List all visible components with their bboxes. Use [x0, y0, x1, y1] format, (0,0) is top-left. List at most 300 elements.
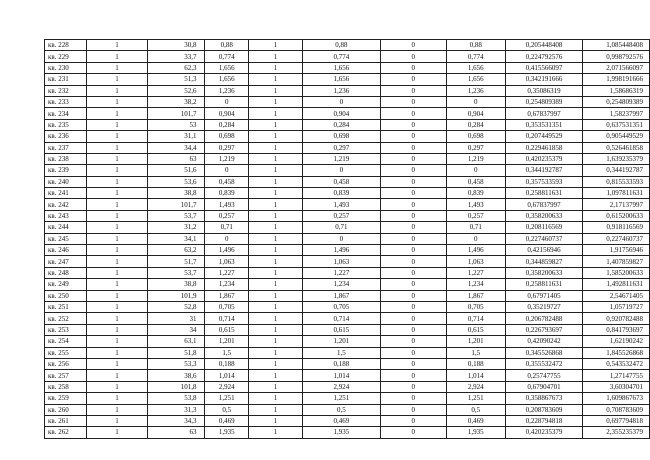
apartment-cell: кв. 251 — [45, 301, 87, 312]
table-cell: 0,188 — [302, 358, 380, 369]
table-cell: 1,219 — [302, 153, 380, 164]
table-cell: 0,254809389 — [505, 96, 582, 107]
table-cell: 0,345526868 — [505, 347, 582, 358]
table-cell: 0,355532472 — [505, 358, 582, 369]
table-cell: 1,014 — [302, 370, 380, 381]
table-cell: 1 — [249, 358, 303, 369]
table-row — [45, 222, 650, 233]
table-cell: 53,7 — [148, 210, 205, 221]
table-cell: 0,615200633 — [583, 210, 650, 221]
table-row — [45, 381, 650, 392]
table-cell: 0,254809389 — [583, 96, 650, 107]
table-cell: 0,637531351 — [583, 119, 650, 130]
table-cell: 2,54671405 — [583, 290, 650, 301]
apartment-cell: кв. 257 — [45, 370, 87, 381]
table-row — [45, 347, 650, 358]
table-cell: 1,5 — [446, 347, 505, 358]
table-cell: 63,2 — [148, 245, 205, 256]
table-cell: 0,344192787 — [583, 165, 650, 176]
table-cell: 1 — [249, 40, 303, 51]
table-cell: 0,839 — [446, 188, 505, 199]
apartment-cell: кв. 229 — [45, 51, 87, 62]
table-cell: 0,353531351 — [505, 119, 582, 130]
table-row — [45, 415, 650, 426]
table-cell: 1 — [249, 85, 303, 96]
table-cell: 101,7 — [148, 108, 205, 119]
table-cell: 0,697794818 — [583, 415, 650, 426]
table-cell: 0,469 — [302, 415, 380, 426]
apartment-cell: кв. 231 — [45, 74, 87, 85]
table-cell: 0,469 — [446, 415, 505, 426]
table-cell: 1,998191666 — [583, 74, 650, 85]
table-cell: 0 — [380, 131, 446, 142]
table-cell: 0,258811631 — [505, 279, 582, 290]
table-cell: 0,5 — [446, 404, 505, 415]
data-table — [44, 39, 650, 439]
table-cell: 0,698 — [302, 131, 380, 142]
table-cell: 0 — [380, 324, 446, 335]
apartment-cell: кв. 245 — [45, 233, 87, 244]
table-cell: 1 — [86, 96, 148, 107]
table-cell: 0 — [380, 313, 446, 324]
table-cell: 62,3 — [148, 62, 205, 73]
table-cell: 1 — [86, 358, 148, 369]
table-cell: 1 — [86, 256, 148, 267]
table-cell: 0,714 — [205, 313, 249, 324]
table-cell: 0,71 — [302, 222, 380, 233]
table-cell: 3,60304701 — [583, 381, 650, 392]
table-cell: 1 — [86, 301, 148, 312]
table-cell: 1,656 — [302, 74, 380, 85]
table-cell: 1 — [249, 62, 303, 73]
table-cell: 1 — [249, 381, 303, 392]
table-cell: 1,227 — [302, 267, 380, 278]
table-cell: 1 — [86, 210, 148, 221]
table-cell: 1 — [249, 347, 303, 358]
table-cell: 0,905449529 — [583, 131, 650, 142]
table-row — [45, 119, 650, 130]
table-cell: 1 — [86, 62, 148, 73]
table-cell: 1 — [249, 153, 303, 164]
table-row — [45, 336, 650, 347]
table-row — [45, 210, 650, 221]
table-cell: 0,188 — [205, 358, 249, 369]
table-cell: 1,656 — [205, 62, 249, 73]
table-cell: 1,05719727 — [583, 301, 650, 312]
table-cell: 1,58237997 — [583, 108, 650, 119]
table-cell: 1,845526868 — [583, 347, 650, 358]
table-cell: 1,407859827 — [583, 256, 650, 267]
table-cell: 0,469 — [205, 415, 249, 426]
table-cell: 0,297 — [205, 142, 249, 153]
table-cell: 0,415566097 — [505, 62, 582, 73]
table-cell: 1,656 — [205, 74, 249, 85]
table-cell: 34,1 — [148, 233, 205, 244]
table-cell: 53,7 — [148, 267, 205, 278]
table-cell: 53 — [148, 119, 205, 130]
table-cell: 0 — [380, 427, 446, 438]
table-cell: 1 — [249, 96, 303, 107]
apartment-cell: кв. 254 — [45, 336, 87, 347]
table-cell: 0,226793697 — [505, 324, 582, 335]
apartment-cell: кв. 242 — [45, 199, 87, 210]
table-cell: 1 — [86, 427, 148, 438]
table-cell: 0 — [380, 96, 446, 107]
table-cell: 0 — [380, 347, 446, 358]
table-cell: 0,714 — [302, 313, 380, 324]
table-row — [45, 393, 650, 404]
table-cell: 1 — [86, 415, 148, 426]
table-cell: 0 — [380, 85, 446, 96]
table-cell: 63 — [148, 153, 205, 164]
table-cell: 0 — [302, 96, 380, 107]
table-cell: 1,014 — [205, 370, 249, 381]
table-cell: 101,8 — [148, 381, 205, 392]
table-cell: 34,4 — [148, 142, 205, 153]
table-cell: 53,6 — [148, 176, 205, 187]
table-row — [45, 256, 650, 267]
table-cell: 0,358200633 — [505, 210, 582, 221]
table-cell: 0,458 — [302, 176, 380, 187]
table-cell: 0,25747755 — [505, 370, 582, 381]
table-cell: 0,708783609 — [583, 404, 650, 415]
table-cell: 1 — [86, 222, 148, 233]
table-cell: 0 — [380, 74, 446, 85]
table-cell: 1,656 — [446, 62, 505, 73]
table-body — [45, 40, 650, 439]
table-cell: 0,284 — [302, 119, 380, 130]
table-cell: 0,698 — [446, 131, 505, 142]
table-cell: 0,458 — [446, 176, 505, 187]
table-cell: 0,71 — [446, 222, 505, 233]
table-cell: 0,344192787 — [505, 165, 582, 176]
table-cell: 0,714 — [446, 313, 505, 324]
table-cell: 31,3 — [148, 404, 205, 415]
table-cell: 0 — [380, 267, 446, 278]
table-cell: 0,904 — [205, 108, 249, 119]
apartment-cell: кв. 236 — [45, 131, 87, 142]
table-row — [45, 142, 650, 153]
table-cell: 1,493 — [302, 199, 380, 210]
table-cell: 1 — [86, 279, 148, 290]
table-cell: 0,344859827 — [505, 256, 582, 267]
table-cell: 0,88 — [205, 40, 249, 51]
table-cell: 0 — [205, 165, 249, 176]
apartment-cell: кв. 244 — [45, 222, 87, 233]
table-cell: 0 — [380, 245, 446, 256]
table-cell: 0,35219727 — [505, 301, 582, 312]
table-cell: 0 — [380, 199, 446, 210]
table-cell: 0 — [446, 96, 505, 107]
table-cell: 1 — [86, 381, 148, 392]
table-cell: 1 — [249, 199, 303, 210]
table-cell: 1,609867673 — [583, 393, 650, 404]
table-cell: 0,998792576 — [583, 51, 650, 62]
table-cell: 1,014 — [446, 370, 505, 381]
table-cell: 0 — [380, 381, 446, 392]
apartment-cell: кв. 233 — [45, 96, 87, 107]
table-cell: 1 — [86, 347, 148, 358]
table-cell: 0 — [380, 51, 446, 62]
table-cell: 1,935 — [302, 427, 380, 438]
table-cell: 1 — [249, 313, 303, 324]
apartment-cell: кв. 252 — [45, 313, 87, 324]
table-cell: 0,839 — [205, 188, 249, 199]
table-cell: 2,924 — [446, 381, 505, 392]
table-cell: 0 — [380, 153, 446, 164]
table-cell: 53,3 — [148, 358, 205, 369]
table-cell: 0,257 — [302, 210, 380, 221]
table-row — [45, 370, 650, 381]
table-cell: 1,234 — [302, 279, 380, 290]
table-row — [45, 313, 650, 324]
table-cell: 0 — [380, 358, 446, 369]
table-cell: 1 — [249, 290, 303, 301]
table-cell: 1 — [249, 404, 303, 415]
table-row — [45, 245, 650, 256]
table-row — [45, 131, 650, 142]
table-cell: 0,526461858 — [583, 142, 650, 153]
table-cell: 0 — [380, 233, 446, 244]
table-cell: 33,7 — [148, 51, 205, 62]
table-cell: 0 — [380, 279, 446, 290]
table-cell: 1 — [86, 336, 148, 347]
table-cell: 1,91756946 — [583, 245, 650, 256]
table-cell: 0 — [380, 415, 446, 426]
table-cell: 1,236 — [446, 85, 505, 96]
table-cell: 0 — [302, 233, 380, 244]
table-cell: 53,8 — [148, 393, 205, 404]
table-cell: 0,228794818 — [505, 415, 582, 426]
table-cell: 1 — [249, 74, 303, 85]
table-cell: 1 — [86, 74, 148, 85]
table-cell: 31,2 — [148, 222, 205, 233]
table-cell: 1 — [86, 313, 148, 324]
table-cell: 0,615 — [302, 324, 380, 335]
table-cell: 0 — [380, 40, 446, 51]
table-cell: 0,284 — [205, 119, 249, 130]
table-row — [45, 96, 650, 107]
apartment-cell: кв. 261 — [45, 415, 87, 426]
table-cell: 1,219 — [446, 153, 505, 164]
table-cell: 1,5 — [205, 347, 249, 358]
table-cell: 1,62190242 — [583, 336, 650, 347]
table-cell: 0,188 — [446, 358, 505, 369]
table-cell: 0,88 — [446, 40, 505, 51]
table-cell: 1,27147755 — [583, 370, 650, 381]
table-cell: 0,227460737 — [505, 233, 582, 244]
table-cell: 0,920782488 — [583, 313, 650, 324]
table-cell: 0,5 — [302, 404, 380, 415]
table-cell: 1,063 — [205, 256, 249, 267]
table-cell: 0 — [302, 165, 380, 176]
apartment-cell: кв. 255 — [45, 347, 87, 358]
table-row — [45, 301, 650, 312]
table-cell: 0,458 — [205, 176, 249, 187]
table-cell: 1 — [86, 119, 148, 130]
table-cell: 0,543532472 — [583, 358, 650, 369]
table-cell: 1 — [86, 142, 148, 153]
table-cell: 0 — [380, 176, 446, 187]
table-cell: 1 — [249, 233, 303, 244]
table-cell: 1 — [86, 199, 148, 210]
table-cell: 2,071566097 — [583, 62, 650, 73]
table-cell: 0,71 — [205, 222, 249, 233]
table-cell: 0,815533593 — [583, 176, 650, 187]
table-cell: 0,5 — [205, 404, 249, 415]
apartment-cell: кв. 228 — [45, 40, 87, 51]
table-cell: 0 — [380, 210, 446, 221]
table-row — [45, 404, 650, 415]
table-cell: 38,8 — [148, 279, 205, 290]
table-cell: 1,251 — [205, 393, 249, 404]
table-cell: 1,496 — [205, 245, 249, 256]
table-cell: 1,227 — [446, 267, 505, 278]
table-cell: 1 — [249, 393, 303, 404]
table-cell: 1,935 — [205, 427, 249, 438]
table-cell: 1,493 — [205, 199, 249, 210]
table-cell: 0,227460737 — [583, 233, 650, 244]
table-cell: 1 — [249, 427, 303, 438]
table-row — [45, 267, 650, 278]
table-cell: 31 — [148, 313, 205, 324]
table-row — [45, 279, 650, 290]
table-cell: 1 — [86, 176, 148, 187]
apartment-cell: кв. 248 — [45, 267, 87, 278]
apartment-cell: кв. 241 — [45, 188, 87, 199]
table-cell: 0,297 — [446, 142, 505, 153]
apartment-cell: кв. 250 — [45, 290, 87, 301]
table-cell: 0,342191666 — [505, 74, 582, 85]
table-row — [45, 176, 650, 187]
table-cell: 1 — [86, 153, 148, 164]
table-cell: 0 — [380, 256, 446, 267]
table-cell: 0,698 — [205, 131, 249, 142]
table-cell: 1,639235379 — [583, 153, 650, 164]
table-cell: 0,774 — [205, 51, 249, 62]
table-cell: 1 — [249, 245, 303, 256]
table-cell: 0 — [446, 165, 505, 176]
table-cell: 1 — [249, 256, 303, 267]
table-cell: 1 — [86, 245, 148, 256]
table-cell: 0,42090242 — [505, 336, 582, 347]
table-cell: 1,063 — [302, 256, 380, 267]
table-cell: 1,935 — [446, 427, 505, 438]
table-cell: 1 — [249, 188, 303, 199]
table-cell: 1,58686319 — [583, 85, 650, 96]
table-cell: 1 — [249, 370, 303, 381]
table-cell: 1 — [86, 290, 148, 301]
table-cell: 63,1 — [148, 336, 205, 347]
table-cell: 1,234 — [205, 279, 249, 290]
table-cell: 1 — [86, 188, 148, 199]
table-cell: 51,3 — [148, 74, 205, 85]
table-row — [45, 427, 650, 438]
table-cell: 1,5 — [302, 347, 380, 358]
table-cell: 1,496 — [302, 245, 380, 256]
table-cell: 2,355235379 — [583, 427, 650, 438]
table-cell: 0,358200633 — [505, 267, 582, 278]
table-cell: 101,7 — [148, 199, 205, 210]
table-cell: 0 — [380, 142, 446, 153]
table-cell: 0,918116569 — [583, 222, 650, 233]
table-cell: 0,297 — [302, 142, 380, 153]
table-cell: 1 — [249, 279, 303, 290]
table-cell: 1,493 — [446, 199, 505, 210]
table-cell: 1 — [86, 40, 148, 51]
table-row — [45, 74, 650, 85]
table-cell: 1 — [86, 51, 148, 62]
table-cell: 1,227 — [205, 267, 249, 278]
table-cell: 0 — [380, 119, 446, 130]
table-cell: 34,3 — [148, 415, 205, 426]
table-cell: 0 — [446, 233, 505, 244]
table-cell: 63 — [148, 427, 205, 438]
table-cell: 0 — [380, 62, 446, 73]
table-cell: 1 — [86, 165, 148, 176]
table-cell: 1,867 — [446, 290, 505, 301]
table-cell: 1 — [249, 336, 303, 347]
table-cell: 51,7 — [148, 256, 205, 267]
table-cell: 1 — [249, 176, 303, 187]
table-cell: 0,257 — [205, 210, 249, 221]
table-cell: 0 — [380, 393, 446, 404]
table-row — [45, 108, 650, 119]
table-cell: 0,357533593 — [505, 176, 582, 187]
table-cell: 0,705 — [302, 301, 380, 312]
apartment-cell: кв. 232 — [45, 85, 87, 96]
table-cell: 0 — [380, 290, 446, 301]
table-cell: 38,8 — [148, 188, 205, 199]
table-cell: 0,615 — [205, 324, 249, 335]
table-row — [45, 153, 650, 164]
table-cell: 0,841793697 — [583, 324, 650, 335]
table-cell: 1 — [86, 324, 148, 335]
table-cell: 0,258811631 — [505, 188, 582, 199]
table-cell: 0 — [380, 336, 446, 347]
table-cell: 1,496 — [446, 245, 505, 256]
table-cell: 0,420235379 — [505, 427, 582, 438]
table-cell: 1,585200633 — [583, 267, 650, 278]
table-cell: 1,236 — [302, 85, 380, 96]
table-cell: 0,224792576 — [505, 51, 582, 62]
table-cell: 0,206782488 — [505, 313, 582, 324]
apartment-cell: кв. 237 — [45, 142, 87, 153]
table-row — [45, 85, 650, 96]
table-cell: 34 — [148, 324, 205, 335]
table-row — [45, 358, 650, 369]
table-cell: 1 — [86, 267, 148, 278]
table-cell: 0 — [380, 108, 446, 119]
table-cell: 51,6 — [148, 165, 205, 176]
table-cell: 2,17137997 — [583, 199, 650, 210]
table-cell: 0,257 — [446, 210, 505, 221]
apartment-cell: кв. 246 — [45, 245, 87, 256]
table-cell: 1,867 — [205, 290, 249, 301]
table-cell: 0 — [380, 301, 446, 312]
table-cell: 0 — [380, 404, 446, 415]
table-row — [45, 324, 650, 335]
table-cell: 1 — [249, 108, 303, 119]
table-cell: 1 — [249, 142, 303, 153]
table-cell: 0,35086319 — [505, 85, 582, 96]
table-cell: 1 — [86, 370, 148, 381]
table-row — [45, 165, 650, 176]
apartment-cell: кв. 247 — [45, 256, 87, 267]
table-cell: 1,234 — [446, 279, 505, 290]
table-cell: 1 — [249, 415, 303, 426]
apartment-cell: кв. 238 — [45, 153, 87, 164]
